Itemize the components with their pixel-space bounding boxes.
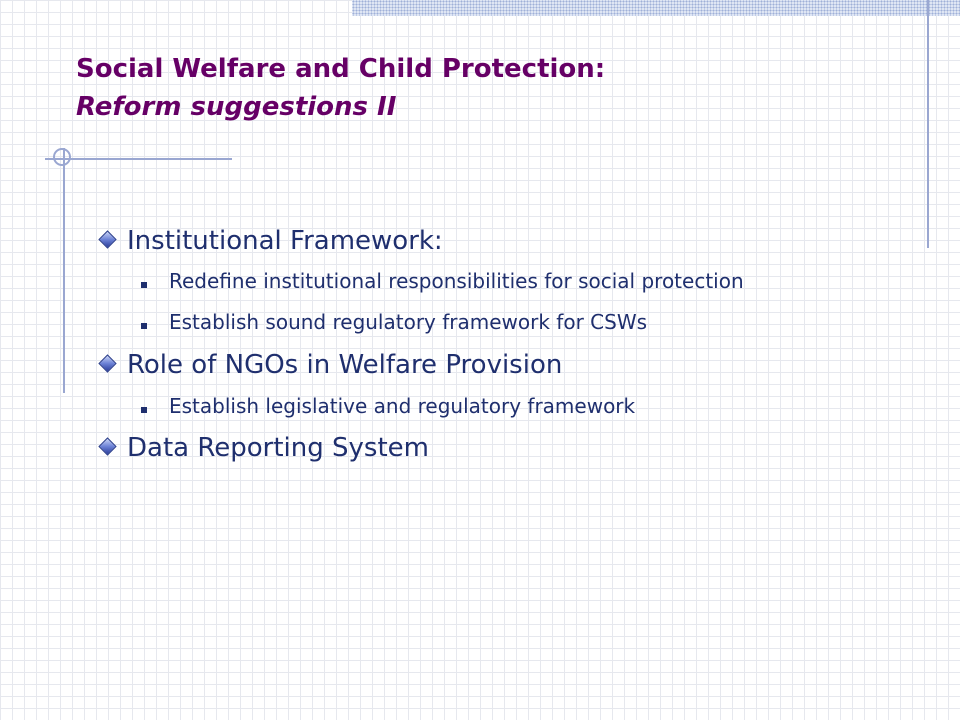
corner-ring-ornament [53,148,71,166]
bullet-text: Institutional Framework: [127,226,443,256]
diamond-bullet-icon [98,230,116,248]
sub-bullet-text: Redefine institutional responsibilities for social protection [169,269,744,293]
square-bullet-icon [141,407,147,413]
bullet-text: Role of NGOs in Welfare Provision [127,350,563,380]
left-vertical-rule [63,148,65,393]
slide-subtitle: Reform suggestions II [76,92,397,122]
square-bullet-icon [141,282,147,288]
bullet-text: Data Reporting System [127,433,429,463]
top-pattern-band [352,0,960,16]
title-underline-rule [45,158,232,160]
sub-bullet-text: Establish sound regulatory framework for CSWs [169,310,648,334]
right-vertical-rule [927,0,929,248]
square-bullet-icon [141,323,147,329]
diamond-bullet-icon [98,437,116,455]
diamond-bullet-icon [98,354,116,372]
sub-bullet-text: Establish legislative and regulatory framework [169,394,636,418]
slide-title [76,50,605,126]
slide-title-main: Social Welfare and Child Protection: [76,54,606,84]
